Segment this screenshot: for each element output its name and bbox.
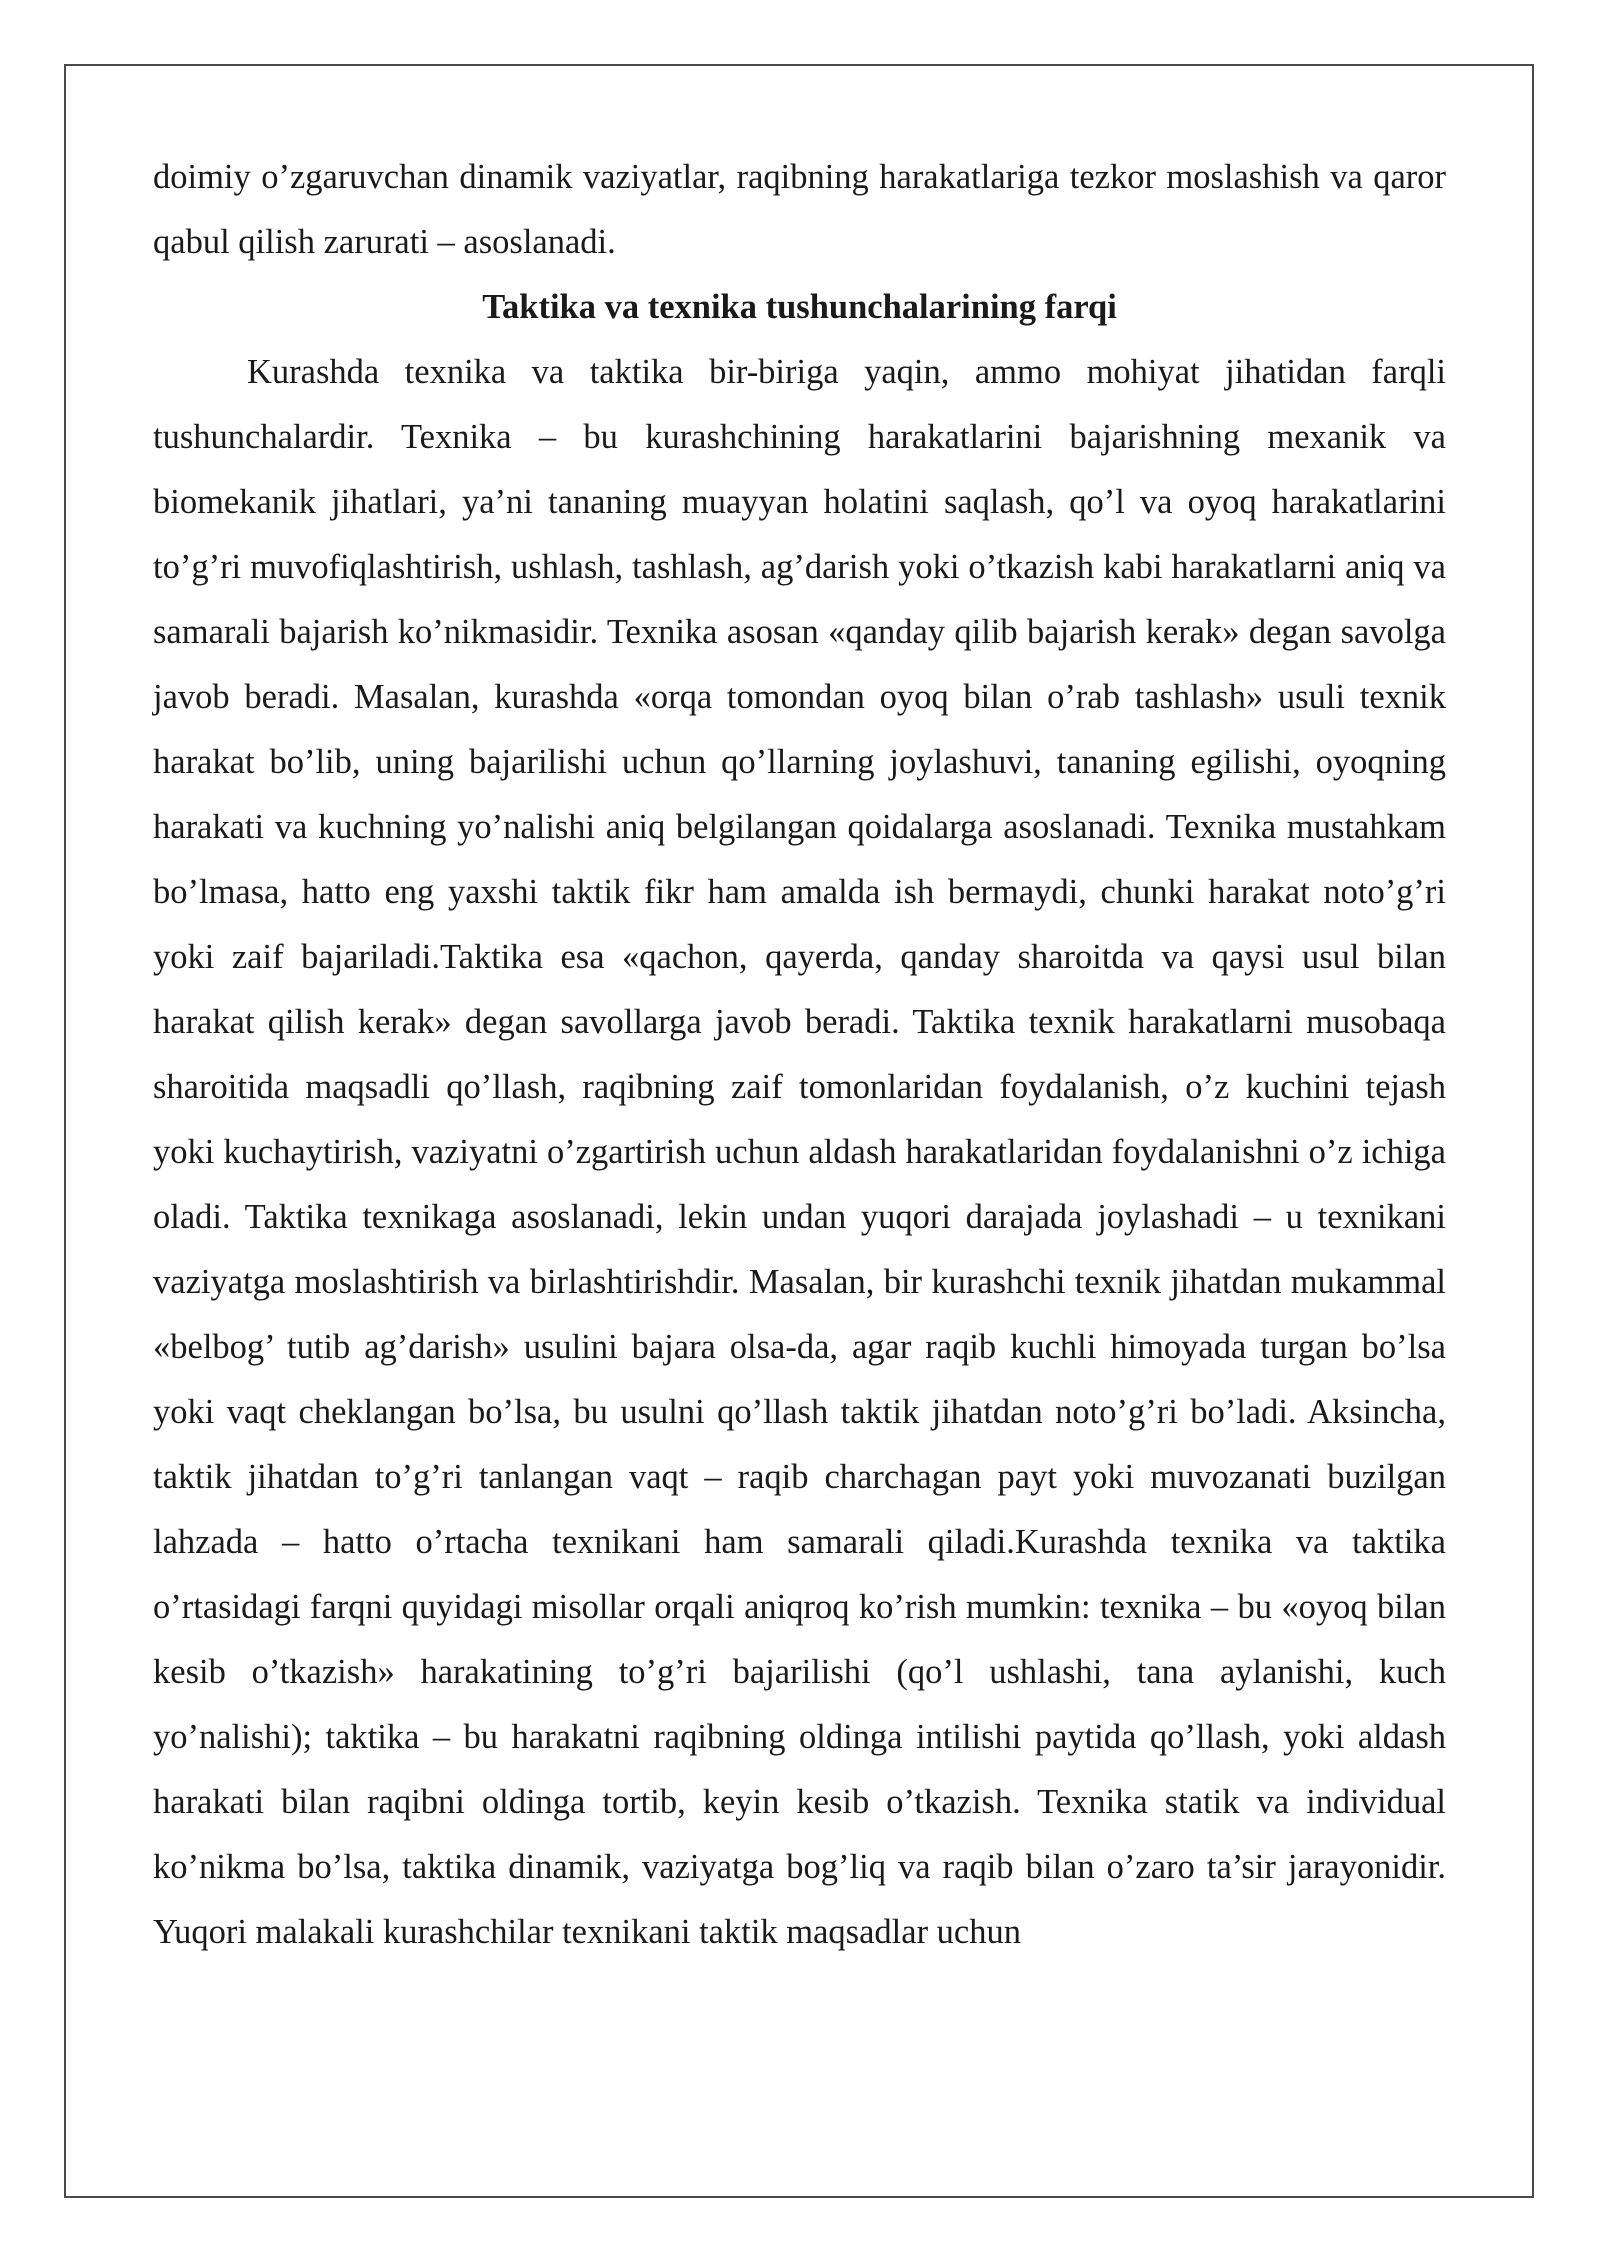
body-paragraph: Kurashda texnika va taktika bir-biriga yaqin, ammo mohiyat jihatidan farqli tushunchalardir. Texnika – bu kurashchining harakatlarini bajarishning mexanik va biomekanik jihatlari, ya’ni tananing muayyan holatini saqlash, qo’l va oyoq harakatlarini to’g’ri muvofiqlashtirish, ushlash, tashlash, ag’darish yoki o’tkazish kabi harakatlarni aniq va samarali bajarish ko’nikmasidir. Texnika asosan «qanday qilib bajarish kerak» degan savolga javob beradi. Masalan, kurashda «orqa tomondan oyoq bilan o’rab tashlash» usuli texnik harakat bo’lib, uning bajarilishi uchun qo’llarning joylashuvi, tananing egilishi, oyoqning harakati va kuchning yo’nalishi aniq belgilangan qoidalarga asoslanadi. Texnika mustahkam bo’lmasa, hatto eng yaxshi taktik fikr ham amalda ish bermaydi, chunki harakat noto’g’ri yoki zaif bajariladi.Taktika esa «qachon, qayerda, qanday sharoitda va qaysi usul bilan harakat qilish kerak» degan savollarga javob beradi. Taktika texnik harakatlarni musobaqa sharoitida maqsadli qo’llash, raqibning zaif tomonlaridan foydalanish, o’z kuchini tejash yoki kuchaytirish, vaziyatni o’zgartirish uchun aldash harakatlaridan foydalanishni o’z ichiga oladi. Taktika texnikaga asoslanadi, lekin undan yuqori darajada joylashadi – u texnikani vaziyatga moslashtirish va birlashtirishdir. Masalan, bir kurashchi texnik jihatdan mukammal «belbog’ tutib ag’darish» usulini bajara olsa-da, agar raqib kuchli himoyada turgan bo’lsa yoki vaqt cheklangan bo’lsa, bu usulni qo’llash taktik jihatdan noto’g’ri bo’ladi. Aksincha, taktik jihatdan to’g’ri tanlangan vaqt – raqib charchagan payt yoki muvozanati buzilgan lahzada – hatto o’rtacha texnikani ham samarali qiladi.Kurashda texnika va taktika o’rtasidagi farqni quyidagi misollar orqali aniqroq ko’rish mumkin: texnika – bu «oyoq bilan kesib o’tkazish» harakatining to’g’ri bajarilishi (qo’l ushlashi, tana aylanishi, kuch yo’nalishi); taktika – bu harakatni raqibning oldinga intilishi paytida qo’llash, yoki aldash harakati bilan raqibni oldinga tortib, keyin kesib o’tkazish. Texnika statik va individual ko’nikma bo’lsa, taktika dinamik, vaziyatga bog’liq va raqib bilan o’zaro ta’sir jarayonidir. Yuqori malakali kurashchilar texnikani taktik maqsadlar uchun	[153, 353, 1446, 1951]
intro-paragraph: doimiy o’zgaruvchan dinamik vaziyatlar, raqibning harakatlariga tezkor moslashish va qaror qabul qilish zarurati – asoslanadi.	[153, 158, 1446, 261]
section-heading: Taktika va texnika tushunchalarining farqi	[482, 288, 1117, 326]
document-body	[153, 145, 1446, 1965]
